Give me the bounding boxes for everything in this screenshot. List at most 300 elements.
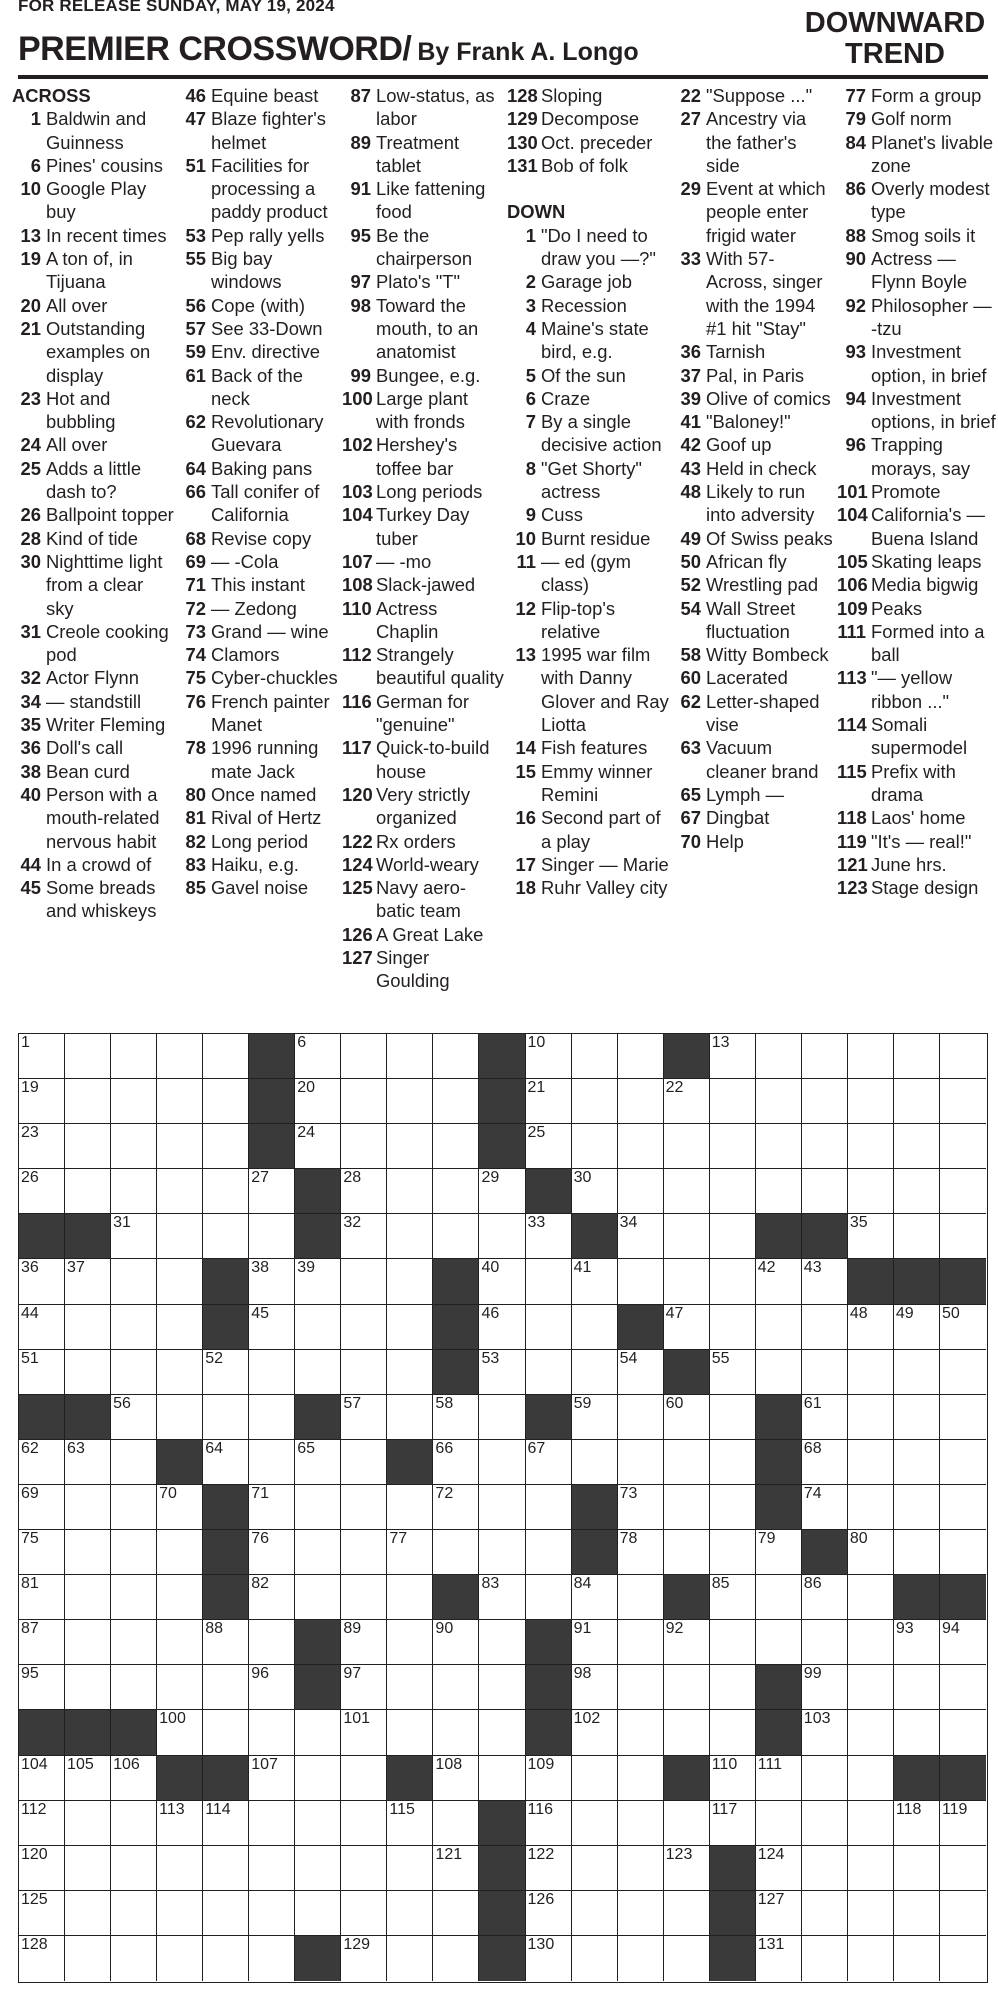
grid-cell[interactable]: [894, 1620, 940, 1665]
grid-cell[interactable]: [526, 1259, 572, 1304]
grid-cell[interactable]: [157, 1034, 203, 1079]
grid-cell[interactable]: [157, 1350, 203, 1395]
grid-cell[interactable]: [710, 1124, 756, 1169]
grid-cell[interactable]: [802, 1079, 848, 1124]
grid-cell[interactable]: [802, 1620, 848, 1665]
grid-cell[interactable]: [203, 1846, 249, 1891]
grid-cell[interactable]: [940, 1485, 986, 1530]
grid-cell[interactable]: [710, 1169, 756, 1214]
grid-cell[interactable]: [295, 1259, 341, 1304]
grid-cell[interactable]: [387, 1891, 433, 1936]
grid-cell[interactable]: [894, 1891, 940, 1936]
grid-cell[interactable]: [295, 1124, 341, 1169]
grid-cell[interactable]: [756, 1259, 802, 1304]
grid-cell[interactable]: [894, 1214, 940, 1259]
grid-cell[interactable]: [940, 1440, 986, 1485]
grid-cell[interactable]: [710, 1620, 756, 1665]
grid-cell[interactable]: [249, 1891, 295, 1936]
grid-cell[interactable]: [295, 1440, 341, 1485]
grid-cell[interactable]: [479, 1169, 525, 1214]
grid-cell[interactable]: [664, 1485, 710, 1530]
grid-cell[interactable]: [203, 1214, 249, 1259]
grid-cell[interactable]: [111, 1350, 157, 1395]
grid-cell[interactable]: [526, 1485, 572, 1530]
grid-cell[interactable]: [664, 1124, 710, 1169]
grid-cell[interactable]: [387, 1305, 433, 1350]
grid-cell[interactable]: [65, 1801, 111, 1846]
grid-cell[interactable]: [433, 1440, 479, 1485]
grid-cell[interactable]: [387, 1169, 433, 1214]
grid-cell[interactable]: [157, 1665, 203, 1710]
grid-cell[interactable]: [19, 1891, 65, 1936]
grid-cell[interactable]: [572, 1305, 618, 1350]
grid-cell[interactable]: [940, 1305, 986, 1350]
grid-cell[interactable]: [249, 1756, 295, 1801]
grid-cell[interactable]: [848, 1620, 894, 1665]
grid-cell[interactable]: [940, 1169, 986, 1214]
grid-cell[interactable]: [802, 1485, 848, 1530]
grid-cell[interactable]: [848, 1169, 894, 1214]
grid-cell[interactable]: [894, 1169, 940, 1214]
grid-cell[interactable]: [940, 1079, 986, 1124]
grid-cell[interactable]: [618, 1124, 664, 1169]
grid-cell[interactable]: [572, 1169, 618, 1214]
grid-cell[interactable]: [526, 1756, 572, 1801]
grid-cell[interactable]: [940, 1124, 986, 1169]
grid-cell[interactable]: [756, 1620, 802, 1665]
grid-cell[interactable]: [526, 1305, 572, 1350]
grid-cell[interactable]: [572, 1034, 618, 1079]
grid-cell[interactable]: [756, 1575, 802, 1620]
grid-cell[interactable]: [618, 1440, 664, 1485]
grid-cell[interactable]: [802, 1169, 848, 1214]
grid-cell[interactable]: [618, 1936, 664, 1981]
grid-cell[interactable]: [433, 1485, 479, 1530]
grid-cell[interactable]: [618, 1620, 664, 1665]
grid-cell[interactable]: [479, 1575, 525, 1620]
grid-cell[interactable]: [19, 1305, 65, 1350]
grid-cell[interactable]: [572, 1846, 618, 1891]
grid-cell[interactable]: [203, 1665, 249, 1710]
grid-cell[interactable]: [111, 1620, 157, 1665]
grid-cell[interactable]: [894, 1665, 940, 1710]
grid-cell[interactable]: [433, 1620, 479, 1665]
grid-cell[interactable]: [249, 1530, 295, 1575]
grid-cell[interactable]: [664, 1620, 710, 1665]
grid-cell[interactable]: [618, 1395, 664, 1440]
grid-cell[interactable]: [940, 1801, 986, 1846]
grid-cell[interactable]: [111, 1034, 157, 1079]
grid-cell[interactable]: [203, 1034, 249, 1079]
grid-cell[interactable]: [19, 1350, 65, 1395]
grid-cell[interactable]: [526, 1124, 572, 1169]
grid-cell[interactable]: [249, 1485, 295, 1530]
grid-cell[interactable]: [940, 1665, 986, 1710]
grid-cell[interactable]: [894, 1846, 940, 1891]
grid-cell[interactable]: [157, 1710, 203, 1755]
grid-cell[interactable]: [664, 1305, 710, 1350]
grid-cell[interactable]: [19, 1259, 65, 1304]
grid-cell[interactable]: [157, 1214, 203, 1259]
grid-cell[interactable]: [848, 1440, 894, 1485]
grid-cell[interactable]: [295, 1079, 341, 1124]
grid-cell[interactable]: [618, 1079, 664, 1124]
grid-cell[interactable]: [249, 1801, 295, 1846]
grid-cell[interactable]: [65, 1575, 111, 1620]
grid-cell[interactable]: [433, 1756, 479, 1801]
grid-cell[interactable]: [572, 1350, 618, 1395]
grid-cell[interactable]: [940, 1846, 986, 1891]
grid-cell[interactable]: [894, 1440, 940, 1485]
grid-cell[interactable]: [479, 1756, 525, 1801]
grid-cell[interactable]: [65, 1124, 111, 1169]
grid-cell[interactable]: [157, 1575, 203, 1620]
grid-cell[interactable]: [526, 1801, 572, 1846]
grid-cell[interactable]: [295, 1891, 341, 1936]
grid-cell[interactable]: [894, 1305, 940, 1350]
grid-cell[interactable]: [203, 1350, 249, 1395]
grid-cell[interactable]: [341, 1305, 387, 1350]
grid-cell[interactable]: [387, 1124, 433, 1169]
grid-cell[interactable]: [341, 1350, 387, 1395]
grid-cell[interactable]: [848, 1350, 894, 1395]
grid-cell[interactable]: [802, 1259, 848, 1304]
grid-cell[interactable]: [341, 1891, 387, 1936]
grid-cell[interactable]: [65, 1530, 111, 1575]
grid-cell[interactable]: [157, 1079, 203, 1124]
grid-cell[interactable]: [387, 1710, 433, 1755]
grid-cell[interactable]: [203, 1440, 249, 1485]
grid-cell[interactable]: [479, 1440, 525, 1485]
grid-cell[interactable]: [802, 1124, 848, 1169]
grid-cell[interactable]: [756, 1079, 802, 1124]
grid-cell[interactable]: [894, 1485, 940, 1530]
grid-cell[interactable]: [526, 1891, 572, 1936]
grid-cell[interactable]: [618, 1575, 664, 1620]
grid-cell[interactable]: [479, 1485, 525, 1530]
grid-cell[interactable]: [249, 1305, 295, 1350]
grid-cell[interactable]: [203, 1169, 249, 1214]
grid-cell[interactable]: [19, 1530, 65, 1575]
grid-cell[interactable]: [802, 1440, 848, 1485]
grid-cell[interactable]: [710, 1350, 756, 1395]
grid-cell[interactable]: [572, 1575, 618, 1620]
grid-cell[interactable]: [894, 1710, 940, 1755]
grid-cell[interactable]: [756, 1891, 802, 1936]
grid-cell[interactable]: [433, 1395, 479, 1440]
grid-cell[interactable]: [203, 1395, 249, 1440]
grid-cell[interactable]: [894, 1530, 940, 1575]
grid-cell[interactable]: [157, 1395, 203, 1440]
grid-cell[interactable]: [295, 1350, 341, 1395]
grid-cell[interactable]: [65, 1440, 111, 1485]
grid-cell[interactable]: [341, 1169, 387, 1214]
grid-cell[interactable]: [111, 1891, 157, 1936]
grid-cell[interactable]: [341, 1214, 387, 1259]
grid-cell[interactable]: [479, 1665, 525, 1710]
grid-cell[interactable]: [157, 1891, 203, 1936]
grid-cell[interactable]: [341, 1710, 387, 1755]
grid-cell[interactable]: [111, 1801, 157, 1846]
grid-cell[interactable]: [664, 1169, 710, 1214]
grid-cell[interactable]: [295, 1034, 341, 1079]
grid-cell[interactable]: [710, 1079, 756, 1124]
grid-cell[interactable]: [848, 1710, 894, 1755]
grid-cell[interactable]: [802, 1575, 848, 1620]
grid-cell[interactable]: [664, 1079, 710, 1124]
grid-cell[interactable]: [65, 1169, 111, 1214]
grid-cell[interactable]: [433, 1846, 479, 1891]
grid-cell[interactable]: [664, 1710, 710, 1755]
grid-cell[interactable]: [111, 1259, 157, 1304]
grid-cell[interactable]: [618, 1846, 664, 1891]
grid-cell[interactable]: [894, 1034, 940, 1079]
grid-cell[interactable]: [111, 1575, 157, 1620]
grid-cell[interactable]: [249, 1936, 295, 1981]
grid-cell[interactable]: [664, 1665, 710, 1710]
grid-cell[interactable]: [157, 1846, 203, 1891]
grid-cell[interactable]: [341, 1530, 387, 1575]
grid-cell[interactable]: [618, 1530, 664, 1575]
grid-cell[interactable]: [802, 1891, 848, 1936]
grid-cell[interactable]: [710, 1214, 756, 1259]
grid-cell[interactable]: [526, 1440, 572, 1485]
grid-cell[interactable]: [65, 1891, 111, 1936]
grid-cell[interactable]: [894, 1395, 940, 1440]
grid-cell[interactable]: [756, 1169, 802, 1214]
grid-cell[interactable]: [65, 1259, 111, 1304]
grid-cell[interactable]: [710, 1259, 756, 1304]
grid-cell[interactable]: [249, 1350, 295, 1395]
grid-cell[interactable]: [664, 1395, 710, 1440]
grid-cell[interactable]: [664, 1846, 710, 1891]
grid-cell[interactable]: [664, 1214, 710, 1259]
grid-cell[interactable]: [111, 1756, 157, 1801]
grid-cell[interactable]: [756, 1124, 802, 1169]
grid-cell[interactable]: [526, 1530, 572, 1575]
grid-cell[interactable]: [664, 1530, 710, 1575]
grid-cell[interactable]: [940, 1214, 986, 1259]
grid-cell[interactable]: [940, 1620, 986, 1665]
grid-cell[interactable]: [940, 1350, 986, 1395]
grid-cell[interactable]: [848, 1485, 894, 1530]
grid-cell[interactable]: [572, 1801, 618, 1846]
grid-cell[interactable]: [387, 1395, 433, 1440]
grid-cell[interactable]: [940, 1891, 986, 1936]
grid-cell[interactable]: [433, 1710, 479, 1755]
grid-cell[interactable]: [526, 1575, 572, 1620]
grid-cell[interactable]: [111, 1395, 157, 1440]
grid-cell[interactable]: [618, 1169, 664, 1214]
grid-cell[interactable]: [756, 1801, 802, 1846]
grid-cell[interactable]: [572, 1756, 618, 1801]
grid-cell[interactable]: [802, 1665, 848, 1710]
grid-cell[interactable]: [848, 1891, 894, 1936]
grid-cell[interactable]: [848, 1214, 894, 1259]
grid-cell[interactable]: [618, 1891, 664, 1936]
grid-cell[interactable]: [19, 1169, 65, 1214]
grid-cell[interactable]: [295, 1710, 341, 1755]
grid-cell[interactable]: [387, 1936, 433, 1981]
grid-cell[interactable]: [894, 1079, 940, 1124]
grid-cell[interactable]: [618, 1801, 664, 1846]
grid-cell[interactable]: [572, 1259, 618, 1304]
grid-cell[interactable]: [249, 1665, 295, 1710]
grid-cell[interactable]: [295, 1756, 341, 1801]
grid-cell[interactable]: [19, 1936, 65, 1981]
grid-cell[interactable]: [157, 1305, 203, 1350]
grid-cell[interactable]: [341, 1575, 387, 1620]
grid-cell[interactable]: [65, 1034, 111, 1079]
grid-cell[interactable]: [157, 1259, 203, 1304]
grid-cell[interactable]: [572, 1440, 618, 1485]
grid-cell[interactable]: [940, 1936, 986, 1981]
grid-cell[interactable]: [848, 1079, 894, 1124]
grid-cell[interactable]: [802, 1756, 848, 1801]
grid-cell[interactable]: [19, 1124, 65, 1169]
grid-cell[interactable]: [710, 1575, 756, 1620]
grid-cell[interactable]: [249, 1259, 295, 1304]
grid-cell[interactable]: [479, 1530, 525, 1575]
grid-cell[interactable]: [249, 1710, 295, 1755]
grid-cell[interactable]: [249, 1620, 295, 1665]
grid-cell[interactable]: [19, 1575, 65, 1620]
grid-cell[interactable]: [65, 1079, 111, 1124]
grid-cell[interactable]: [387, 1034, 433, 1079]
grid-cell[interactable]: [65, 1305, 111, 1350]
grid-cell[interactable]: [526, 1846, 572, 1891]
grid-cell[interactable]: [848, 1305, 894, 1350]
grid-cell[interactable]: [940, 1395, 986, 1440]
grid-cell[interactable]: [572, 1395, 618, 1440]
grid-cell[interactable]: [618, 1665, 664, 1710]
grid-cell[interactable]: [940, 1530, 986, 1575]
grid-cell[interactable]: [710, 1395, 756, 1440]
grid-cell[interactable]: [479, 1350, 525, 1395]
grid-cell[interactable]: [894, 1936, 940, 1981]
grid-cell[interactable]: [802, 1801, 848, 1846]
grid-cell[interactable]: [111, 1124, 157, 1169]
grid-cell[interactable]: [19, 1665, 65, 1710]
grid-cell[interactable]: [387, 1079, 433, 1124]
grid-cell[interactable]: [65, 1665, 111, 1710]
grid-cell[interactable]: [249, 1440, 295, 1485]
grid-cell[interactable]: [19, 1801, 65, 1846]
grid-cell[interactable]: [65, 1485, 111, 1530]
grid-cell[interactable]: [203, 1620, 249, 1665]
grid-cell[interactable]: [341, 1485, 387, 1530]
grid-cell[interactable]: [848, 1575, 894, 1620]
grid-cell[interactable]: [756, 1846, 802, 1891]
grid-cell[interactable]: [249, 1395, 295, 1440]
grid-cell[interactable]: [65, 1936, 111, 1981]
grid-cell[interactable]: [848, 1124, 894, 1169]
grid-cell[interactable]: [756, 1756, 802, 1801]
grid-cell[interactable]: [664, 1936, 710, 1981]
grid-cell[interactable]: [664, 1440, 710, 1485]
grid-cell[interactable]: [526, 1936, 572, 1981]
grid-cell[interactable]: [387, 1485, 433, 1530]
grid-cell[interactable]: [203, 1710, 249, 1755]
grid-cell[interactable]: [572, 1710, 618, 1755]
grid-cell[interactable]: [203, 1891, 249, 1936]
grid-cell[interactable]: [618, 1259, 664, 1304]
grid-cell[interactable]: [710, 1530, 756, 1575]
grid-cell[interactable]: [19, 1440, 65, 1485]
grid-cell[interactable]: [341, 1846, 387, 1891]
grid-cell[interactable]: [157, 1169, 203, 1214]
grid-cell[interactable]: [848, 1846, 894, 1891]
grid-cell[interactable]: [572, 1079, 618, 1124]
grid-cell[interactable]: [479, 1259, 525, 1304]
grid-cell[interactable]: [618, 1485, 664, 1530]
grid-cell[interactable]: [710, 1485, 756, 1530]
grid-cell[interactable]: [756, 1936, 802, 1981]
grid-cell[interactable]: [157, 1530, 203, 1575]
grid-cell[interactable]: [433, 1936, 479, 1981]
grid-cell[interactable]: [111, 1530, 157, 1575]
grid-cell[interactable]: [710, 1665, 756, 1710]
grid-cell[interactable]: [65, 1350, 111, 1395]
grid-cell[interactable]: [433, 1079, 479, 1124]
grid-cell[interactable]: [341, 1756, 387, 1801]
grid-cell[interactable]: [387, 1846, 433, 1891]
grid-cell[interactable]: [756, 1350, 802, 1395]
grid-cell[interactable]: [433, 1214, 479, 1259]
grid-cell[interactable]: [940, 1034, 986, 1079]
grid-cell[interactable]: [111, 1169, 157, 1214]
grid-cell[interactable]: [65, 1620, 111, 1665]
grid-cell[interactable]: [664, 1891, 710, 1936]
grid-cell[interactable]: [894, 1801, 940, 1846]
grid-cell[interactable]: [710, 1440, 756, 1485]
grid-cell[interactable]: [111, 1079, 157, 1124]
grid-cell[interactable]: [433, 1665, 479, 1710]
grid-cell[interactable]: [433, 1530, 479, 1575]
grid-cell[interactable]: [894, 1350, 940, 1395]
grid-cell[interactable]: [479, 1305, 525, 1350]
grid-cell[interactable]: [341, 1034, 387, 1079]
grid-cell[interactable]: [249, 1214, 295, 1259]
grid-cell[interactable]: [387, 1575, 433, 1620]
grid-cell[interactable]: [710, 1305, 756, 1350]
grid-cell[interactable]: [203, 1936, 249, 1981]
grid-cell[interactable]: [802, 1305, 848, 1350]
grid-cell[interactable]: [157, 1124, 203, 1169]
grid-cell[interactable]: [295, 1846, 341, 1891]
grid-cell[interactable]: [111, 1305, 157, 1350]
grid-cell[interactable]: [203, 1079, 249, 1124]
grid-cell[interactable]: [526, 1034, 572, 1079]
grid-cell[interactable]: [618, 1214, 664, 1259]
grid-cell[interactable]: [572, 1124, 618, 1169]
grid-cell[interactable]: [572, 1665, 618, 1710]
grid-cell[interactable]: [433, 1034, 479, 1079]
grid-cell[interactable]: [19, 1079, 65, 1124]
grid-cell[interactable]: [341, 1620, 387, 1665]
grid-cell[interactable]: [802, 1395, 848, 1440]
grid-cell[interactable]: [618, 1350, 664, 1395]
grid-cell[interactable]: [341, 1801, 387, 1846]
grid-cell[interactable]: [848, 1665, 894, 1710]
grid-cell[interactable]: [756, 1034, 802, 1079]
grid-cell[interactable]: [894, 1124, 940, 1169]
grid-cell[interactable]: [249, 1846, 295, 1891]
grid-cell[interactable]: [387, 1665, 433, 1710]
grid-cell[interactable]: [341, 1079, 387, 1124]
grid-cell[interactable]: [387, 1259, 433, 1304]
grid-cell[interactable]: [387, 1801, 433, 1846]
